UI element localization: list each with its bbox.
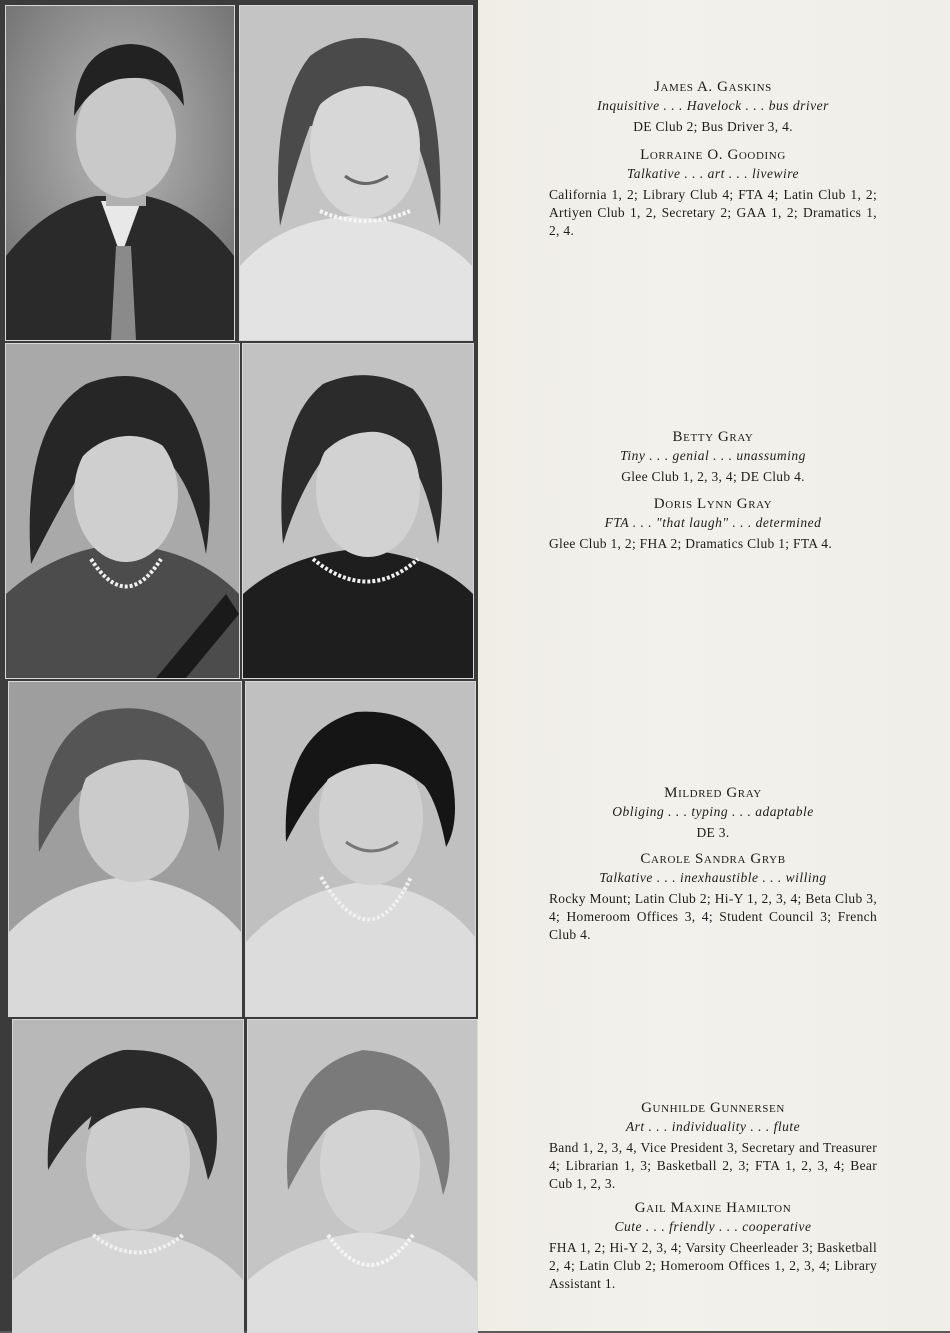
student-traits: Talkative . . . inexhaustible . . . willing [599,870,827,885]
portrait-gunhilde-gunnersen [12,1019,244,1333]
student-entry [549,428,877,500]
student-entry [549,495,877,567]
student-name: Gunhilde Gunnersen [641,1100,785,1116]
student-entry [549,146,877,254]
student-entry [549,1099,877,1207]
portrait-betty-gray [5,343,240,679]
student-name: Lorraine O. Gooding [640,147,786,163]
student-activities: DE Club 2; Bus Driver 3, 4. [633,119,793,134]
student-traits: Obliging . . . typing . . . adaptable [612,804,814,819]
portrait-mildred-gray [8,681,242,1017]
student-activities: FHA 1, 2; Hi-Y 2, 3, 4; Varsity Cheerleader 3; Basketball 2, 4; Latin Club 2; Homeroom Offices 1, 2, 3, 4; Library Assistant 1. [549,1240,877,1291]
portrait-gail-hamilton [247,1019,478,1333]
student-name: James A. Gaskins [654,79,772,95]
student-name: Gail Maxine Hamilton [634,1200,792,1216]
student-traits: Inquisitive . . . Havelock . . . bus driver [597,98,829,113]
student-traits: Talkative . . . art . . . livewire [627,166,799,181]
student-entry [549,1199,877,1307]
student-activities: DE 3. [696,825,730,840]
portrait-doris-gray [242,343,474,679]
student-activities: Glee Club 1, 2; FHA 2; Dramatics Club 1; FTA 4. [549,536,833,551]
student-activities: Rocky Mount; Latin Club 2; Hi-Y 1, 2, 3, 4; Beta Club 3, 4; Homeroom Offices 3, 4; Student Council 3; French Club 4. [549,891,877,942]
student-name: Doris Lynn Gray [653,496,773,512]
student-traits: FTA . . . "that laugh" . . . determined [604,515,822,530]
portrait-james-gaskins [5,5,235,341]
student-traits: Art . . . individuality . . . flute [625,1119,801,1134]
student-activities: Band 1, 2, 3, 4, Vice President 3, Secretary and Treasurer 4; Librarian 1, 3; Basketball 2, 3; FTA 1, 2, 3, 4; Bear Cub 1, 2, 3. [549,1140,877,1191]
student-name: Carole Sandra Gryb [640,851,786,867]
portrait-carole-gryb [245,681,476,1017]
student-name: Mildred Gray [664,785,762,801]
portrait-lorraine-gooding [239,5,473,341]
student-activities: California 1, 2; Library Club 4; FTA 4; Latin Club 1, 2; Artiyen Club 1, 2, Secretary 2; GAA 1, 2; Dramatics 1, 2, 4. [549,187,877,238]
student-entry [549,784,877,856]
student-activities: Glee Club 1, 2, 3, 4; DE Club 4. [621,469,805,484]
student-traits: Cute . . . friendly . . . cooperative [614,1219,812,1234]
student-traits: Tiny . . . genial . . . unassuming [620,448,806,463]
student-entry [549,78,877,150]
student-entry [549,850,877,958]
student-name: Betty Gray [672,429,754,445]
